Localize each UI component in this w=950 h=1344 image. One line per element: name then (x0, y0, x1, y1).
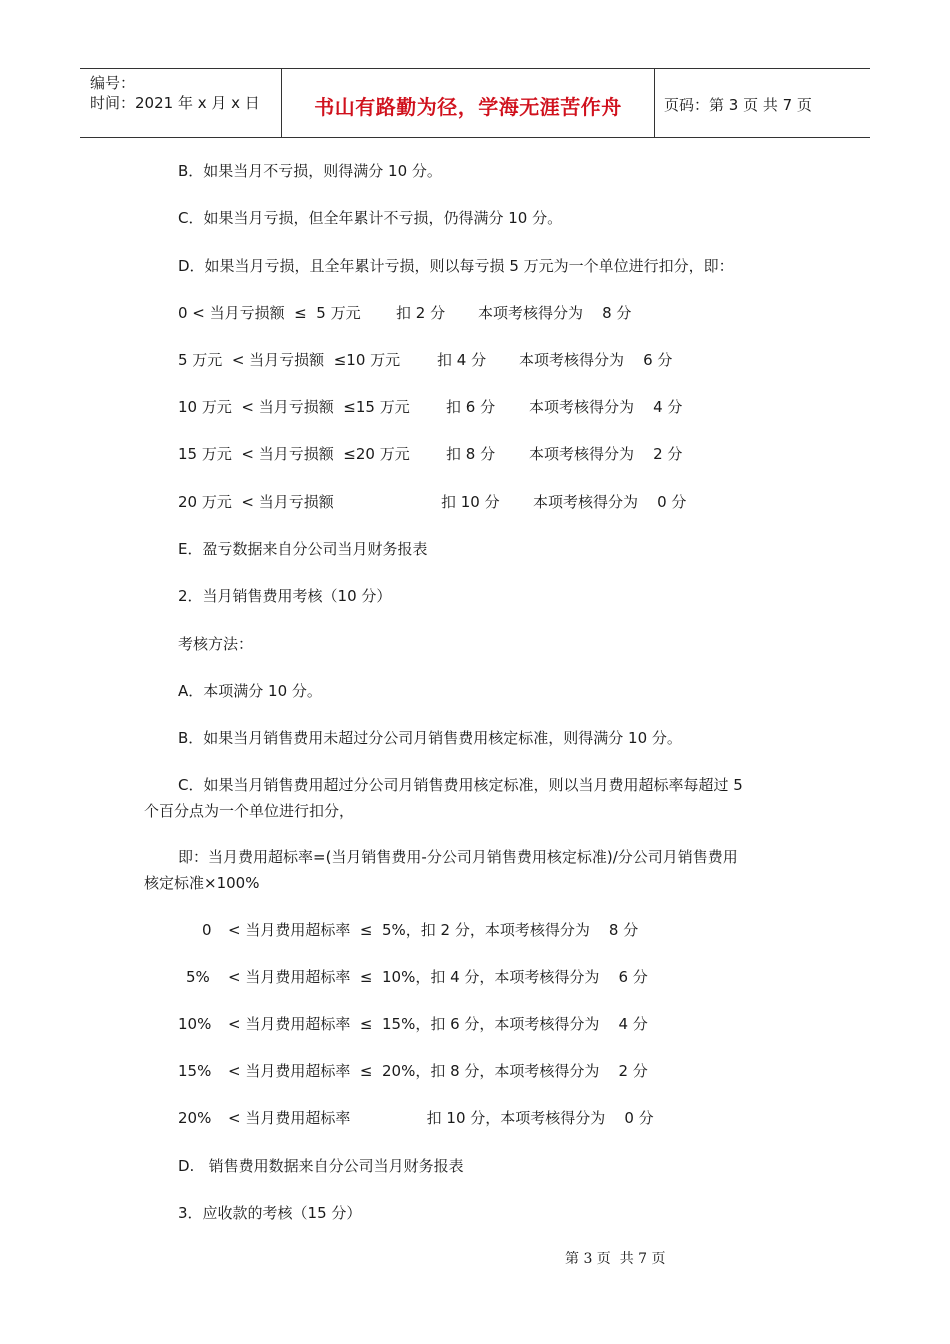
paragraph-a2: A．本项满分 10 分。 (178, 682, 322, 700)
rate-low: 15% (178, 1062, 212, 1080)
paragraph-d1: D．如果当月亏损，且全年累计亏损，则以每亏损 5 万元为一个单位进行扣分，即： (178, 257, 734, 275)
loss-row (178, 444, 683, 464)
loss-range: 20 万元 < 当月亏损额 (178, 493, 334, 511)
rate-low: 10% (178, 1015, 212, 1033)
paragraph-c2-line2: 个百分点为一个单位进行扣分， (144, 802, 355, 820)
loss-score: 本项考核得分为 6 分 (519, 351, 673, 369)
rate-row (178, 1108, 654, 1128)
header-page-label: 页码：第 3 页 共 7 页 (664, 96, 812, 114)
rate-row (178, 920, 639, 940)
header-divider-right (654, 69, 655, 137)
header-meta (90, 73, 260, 113)
rate-condition: < 当月费用超标率 ≤ 5%，扣 2 分，本项考核得分为 8 分 (228, 921, 639, 939)
rate-low: 0 (202, 921, 212, 939)
rate-condition: < 当月费用超标率 ≤ 20%，扣 8 分，本项考核得分为 2 分 (228, 1062, 648, 1080)
rate-low: 20% (178, 1109, 212, 1127)
paragraph-c1: C．如果当月亏损，但全年累计不亏损，仍得满分 10 分。 (178, 209, 563, 227)
page-footer: 第 3 页 共 7 页 (565, 1251, 666, 1267)
rate-condition: < 当月费用超标率 ≤ 15%，扣 6 分，本项考核得分为 4 分 (228, 1015, 648, 1033)
loss-score: 本项考核得分为 4 分 (529, 398, 683, 416)
loss-row (178, 397, 683, 417)
paragraph-c2-line1: C．如果当月销售费用超过分公司月销售费用核定标准，则以当月费用超标率每超过 5 (178, 776, 743, 794)
loss-score: 本项考核得分为 2 分 (529, 445, 683, 463)
loss-deduct: 扣 4 分 (437, 351, 487, 369)
loss-deduct: 扣 10 分 (441, 493, 500, 511)
loss-range: 0 < 当月亏损额 ≤ 5 万元 (178, 304, 361, 322)
loss-row (178, 303, 632, 323)
paragraph-e1: E．盈亏数据来自分公司当月财务报表 (178, 540, 428, 558)
number-label: 编号： (90, 74, 136, 92)
formula-line2: 核定标准×100% (144, 874, 260, 892)
section-3-title: 3．应收款的考核（15 分） (178, 1204, 362, 1222)
loss-score: 本项考核得分为 8 分 (478, 304, 632, 322)
method-label: 考核方法： (178, 635, 254, 653)
loss-score: 本项考核得分为 0 分 (533, 493, 687, 511)
loss-range: 10 万元 < 当月亏损额 ≤15 万元 (178, 398, 410, 416)
time-label: 时间：2021 年 x 月 x 日 (90, 94, 260, 112)
rate-condition: < 当月费用超标率 ≤ 10%，扣 4 分，本项考核得分为 6 分 (228, 968, 648, 986)
loss-deduct: 扣 6 分 (446, 398, 496, 416)
rate-condition: < 当月费用超标率 扣 10 分，本项考核得分为 0 分 (228, 1109, 654, 1127)
loss-deduct: 扣 8 分 (446, 445, 496, 463)
rate-row (178, 967, 648, 987)
loss-range: 15 万元 < 当月亏损额 ≤20 万元 (178, 445, 410, 463)
loss-range: 5 万元 < 当月亏损额 ≤10 万元 (178, 351, 401, 369)
rate-row (178, 1061, 648, 1081)
rate-low: 5% (186, 968, 210, 986)
loss-row (178, 492, 687, 512)
rate-row (178, 1014, 648, 1034)
loss-deduct: 扣 2 分 (396, 304, 446, 322)
formula-line1: 即：当月费用超标率=(当月销售费用-分公司月销售费用核定标准)/分公司月销售费用 (178, 848, 738, 866)
page-header (80, 68, 870, 138)
section-2-title: 2．当月销售费用考核（10 分） (178, 587, 392, 605)
paragraph-b1: B．如果当月不亏损，则得满分 10 分。 (178, 162, 442, 180)
header-motto: 书山有路勤为径，学海无涯苦作舟 (314, 95, 622, 119)
paragraph-b2: B．如果当月销售费用未超过分公司月销售费用核定标准，则得满分 10 分。 (178, 729, 682, 747)
paragraph-d2: D. 销售费用数据来自分公司当月财务报表 (178, 1157, 464, 1175)
loss-row (178, 350, 673, 370)
